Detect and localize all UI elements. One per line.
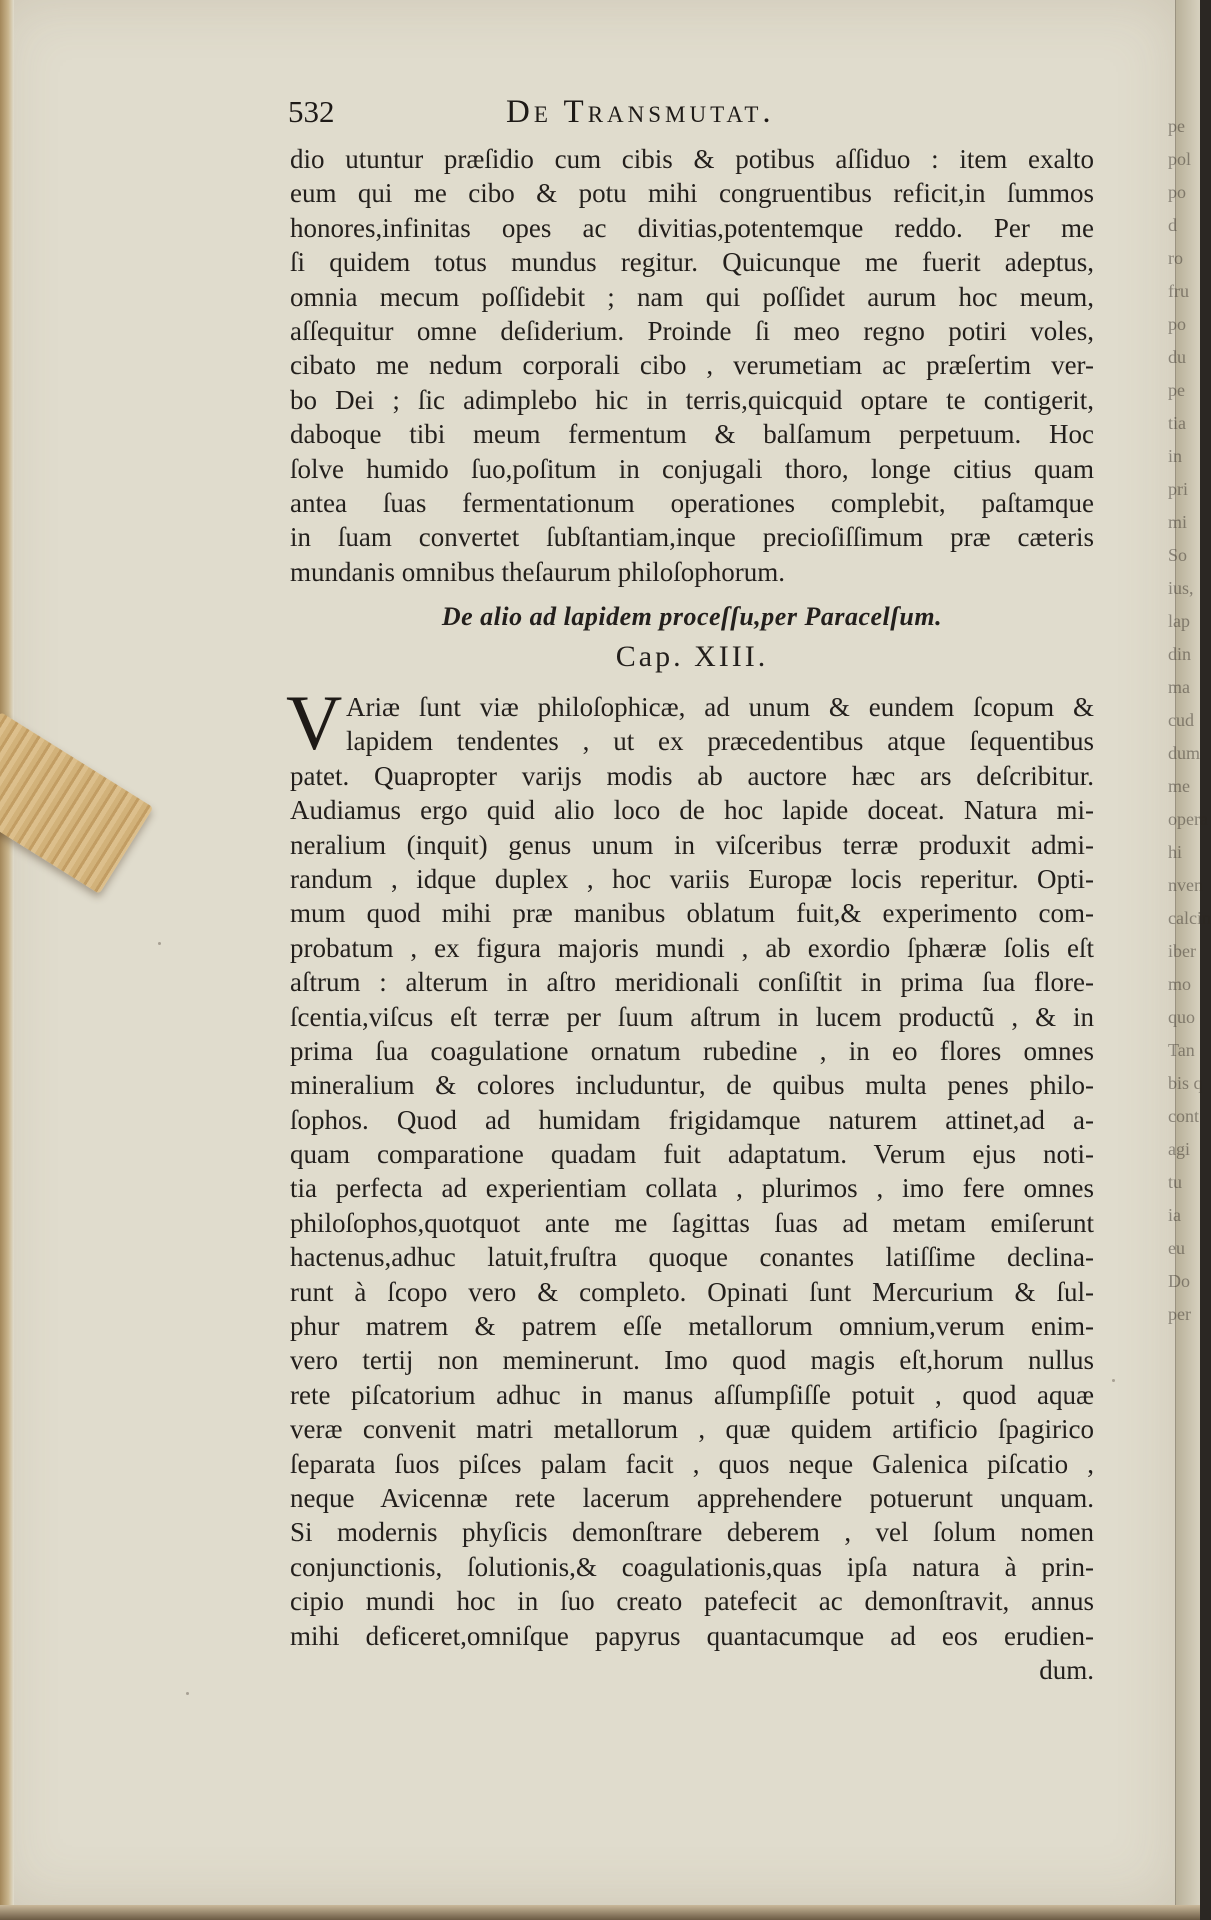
text-line: Si modernis phyſicis demonſtrare deberem , vel ſolum nomen (290, 1517, 1094, 1548)
text-line: omnia mecum poſſidebit ; nam qui poſſidet aurum hoc meum, (290, 281, 1094, 312)
bleed-fragment: bis q (1168, 1073, 1203, 1093)
text-line: aſtrum : alterum in aſtro meridionali conſiſtit in prima ſua flore- (290, 967, 1094, 998)
text-line: conjunctionis, ſolutionis,& coagulationis,quas ipſa natura à prin- (290, 1551, 1094, 1582)
text-line: Audiamus ergo quid alio loco de hoc lapide doceat. Natura mi- (290, 795, 1094, 826)
bleed-fragment: ia (1168, 1205, 1181, 1225)
text-line: rete piſcatorium adhuc in manus aſſumpſiſſe potuit , quod aquæ (290, 1379, 1094, 1410)
text-line: cipio mundi hoc in ſuo creato patefecit ac demonſtravit, annus (290, 1586, 1094, 1617)
bleed-fragment: po (1168, 314, 1186, 334)
bleed-fragment: fru (1168, 281, 1189, 301)
bleed-fragment: agi (1168, 1139, 1190, 1159)
text-line: hactenus,adhuc latuit,fruſtra quoque conantes latiſſime declina- (290, 1242, 1094, 1273)
bleed-fragment: quo (1168, 1007, 1195, 1027)
text-line: eum qui me cibo & potu mihi congruentibus reficit,in ſummos (290, 178, 1094, 209)
text-line: patet. Quapropter varijs modis ab auctore hæc ars deſcribitur. (290, 760, 1094, 791)
text-line: aſſequitur omne deſiderium. Proinde ſi meo regno potiri voles, (290, 315, 1094, 346)
bleed-fragment: d (1168, 215, 1177, 235)
facing-page-bleed-text (1168, 110, 1211, 1670)
bleed-fragment: Do (1168, 1271, 1190, 1291)
page-bottom-edge (0, 1905, 1200, 1920)
text-line: neralium (inquit) genus unum in viſceribus terræ produxit admi- (290, 829, 1094, 860)
text-line: neque Avicennæ rete lacerum apprehendere potuerunt unquam. (290, 1482, 1094, 1513)
text-line: quam comparatione quadam fuit adaptatum. Verum ejus noti- (290, 1139, 1094, 1170)
text-line: ſcentia,viſcus eſt terræ per ſuum aſtrum in lucem productũ , & in (290, 1001, 1094, 1032)
bleed-fragment: cont (1168, 1106, 1199, 1126)
text-line: lapidem tendentes , ut ex præcedentibus atque ſequentibus (346, 726, 1094, 757)
text-line: vero tertij non meminerunt. Imo quod magis eſt,horum nullus (290, 1345, 1094, 1376)
bleed-fragment: Tan (1168, 1040, 1195, 1060)
text-line: Ariæ ſunt viæ philoſophicæ, ad unum & eundem ſcopum & (346, 692, 1094, 722)
bleed-fragment: lap (1168, 611, 1190, 631)
text-line: philoſophos,quotquot ante me ſagittas ſuas ad metam emiſerunt (290, 1207, 1094, 1238)
running-title: De Transmutat. (506, 94, 775, 130)
bleed-fragment: pol (1168, 149, 1192, 169)
bleed-fragment: opera (1168, 809, 1208, 829)
paper-speck (186, 1692, 189, 1695)
bleed-fragment: tia (1168, 413, 1186, 433)
text-line: cibato me nedum corporali cibo , verumetiam ac præſertim ver- (290, 350, 1094, 381)
page-number: 532 (288, 94, 335, 129)
text-line: dum. (1039, 1654, 1094, 1685)
bleed-fragment: ro (1168, 248, 1183, 268)
text-line: mundanis omnibus theſaurum philoſophorum. (290, 556, 785, 587)
text-line: ſolve humido ſuo,poſitum in conjugali thoro, longe citius quam (290, 453, 1094, 484)
bleed-fragment: du (1168, 347, 1186, 367)
text-line: probatum , ex figura majoris mundi , ab exordio ſphæræ ſolis eſt (290, 932, 1094, 963)
text-line: mum quod mihi præ manibus oblatum fuit,& experimento com- (290, 898, 1094, 929)
bleed-fragment: iber (1168, 941, 1196, 961)
bleed-fragment: me (1168, 776, 1190, 796)
text-line: tia perfecta ad experientiam collata , plurimos , imo fere omnes (290, 1173, 1094, 1204)
text-line: mineralium & colores includuntur, de quibus multa penes philo- (290, 1070, 1094, 1101)
bleed-fragment: pri (1168, 479, 1188, 499)
text-line: runt à ſcopo vero & completo. Opinati ſunt Mercurium & ſul- (290, 1276, 1094, 1307)
bleed-fragment: po (1168, 182, 1186, 202)
bleed-fragment: eu (1168, 1238, 1185, 1258)
bleed-fragment: hi (1168, 842, 1183, 862)
text-line: mihi deficeret,omniſque papyrus quantacumque ad eos erudien- (290, 1620, 1094, 1651)
bleed-fragment: cud (1168, 710, 1194, 730)
bleed-fragment: tu (1168, 1172, 1183, 1192)
text-line: ſi quidem totus mundus regitur. Quicunque me fuerit adeptus, (290, 247, 1094, 278)
text-line: randum , idque duplex , hoc variis Europæ locis reperitur. Opti- (290, 863, 1094, 894)
bleed-fragment: mi (1168, 512, 1188, 532)
running-head (288, 94, 885, 136)
bleed-fragment: pe (1168, 116, 1185, 136)
bleed-fragment: in (1168, 446, 1183, 466)
bleed-fragment: nven (1168, 875, 1203, 895)
text-line: ſeparata ſuos piſces palam facit , quos neque Galenica piſcatio , (290, 1448, 1094, 1479)
book-gutter (0, 0, 14, 1905)
text-line: bo Dei ; ſic adimplebo hic in terris,quicquid optare te contigerit, (290, 384, 1094, 415)
text-line: ſophos. Quod ad humidam frigidamque naturem attinet,ad a- (290, 1104, 1094, 1135)
paper-speck (158, 942, 161, 945)
text-line: antea ſuas fermentationum operationes complebit, paſtamque (290, 487, 1094, 518)
text-line: dio utuntur præſidio cum cibis & potibus aſſiduo : item exalto (290, 144, 1094, 174)
text-line: honores,infinitas opes ac divitias,potentemque reddo. Per me (290, 212, 1094, 243)
text-line: in ſuam convertet ſubſtantiam,inque precioſiſſimum præ cæteris (290, 522, 1094, 553)
bleed-fragment: mo (1168, 974, 1192, 994)
bleed-fragment: dum (1168, 743, 1201, 763)
text-line: phur matrem & patrem eſſe metallorum omnium,verum enim- (290, 1311, 1094, 1342)
text-line: veræ convenit matri metallorum , quæ quidem artificio ſpagirico (290, 1414, 1094, 1445)
bleed-fragment: din (1168, 644, 1192, 664)
paper-speck (1112, 1379, 1115, 1382)
bleed-fragment: ma (1168, 677, 1190, 697)
bleed-fragment: per (1168, 1304, 1191, 1324)
bleed-fragment: ius, (1168, 578, 1194, 598)
bleed-fragment: calcin (1168, 908, 1211, 928)
bleed-fragment: So (1168, 545, 1188, 565)
text-line: prima ſua coagulatione ornatum rubedine , in eo flores omnes (290, 1035, 1094, 1066)
section-title: De alio ad lapidem proceſſu,per Paracelſum. (441, 602, 943, 631)
bleed-fragment: pe (1168, 380, 1185, 400)
paragraph-continued (290, 142, 1094, 589)
chapter-heading: Cap. XIII. (615, 640, 769, 673)
chapter-paragraph (290, 690, 1094, 1687)
text-line: daboque tibi meum fermentum & balſamum perpetuum. Hoc (290, 419, 1094, 450)
drop-cap-initial: V (286, 679, 343, 766)
